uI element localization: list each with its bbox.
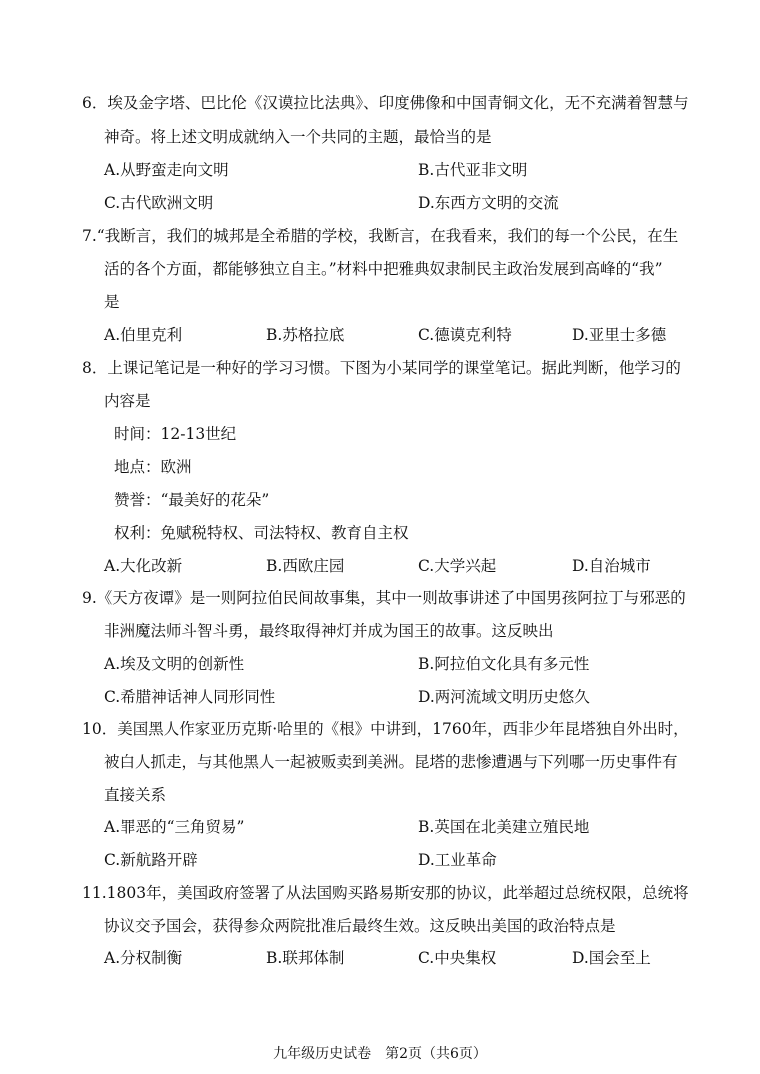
q10-line-2: 被白人抓走，与其他黑人一起被贩卖到美洲。昆塔的悲惨遭遇与下列哪一历史事件有 [104,753,678,771]
q9-option-d: D.两河流域文明历史悠久 [418,688,590,706]
q7-option-c: C.德谟克利特 [418,326,512,344]
q9-line-1: 9.《天方夜谭》是一则阿拉伯民间故事集，其中一则故事讲述了中国男孩阿拉丁与邪恶的 [82,589,686,607]
q11-line-1: 11.1803年，美国政府签署了从法国购买路易斯安那的协议，此举超过总统权限，总统将 [82,884,689,902]
q10-option-c: C.新航路开辟 [104,851,198,869]
q11-option-b: B.联邦体制 [266,949,345,967]
q8-line-2: 内容是 [104,392,151,410]
q7-option-d: D.亚里士多德 [572,326,667,344]
q8-note-time: 时间：12-13世纪 [114,425,237,443]
q10-option-b: B.英国在北美建立殖民地 [418,818,590,836]
q8-note-praise: 赞誉：“最美好的花朵” [114,491,270,509]
q8-line-1: 8．上课记笔记是一种好的学习习惯。下图为小某同学的课堂笔记。据此判断，他学习的 [82,359,681,377]
q6-option-b: B.古代亚非文明 [418,161,528,179]
q11-option-d: D.国会至上 [572,949,651,967]
page-footer: 九年级历史试卷 第2页（共6页） [273,1046,487,1062]
q11-option-c: C.中央集权 [418,949,497,967]
q7-option-b: B.苏格拉底 [266,326,345,344]
q9-option-c: C.希腊神话神人同形同性 [104,688,276,706]
q9-option-a: A.埃及文明的创新性 [104,655,245,673]
q10-option-a: A.罪恶的“三角贸易” [104,818,245,836]
q7-option-a: A.伯里克利 [104,326,183,344]
q8-note-rights: 权利：免赋税特权、司法特权、教育自主权 [114,524,409,542]
q6-option-d: D.东西方文明的交流 [418,194,559,212]
q6-option-a: A.从野蛮走向文明 [104,161,229,179]
q6-option-c: C.古代欧洲文明 [104,194,214,212]
q8-option-a: A.大化改新 [104,557,183,575]
q6-line-1: 6．埃及金字塔、巴比伦《汉谟拉比法典》、印度佛像和中国青铜文化，无不充满着智慧与 [82,94,689,112]
q9-line-2: 非洲魔法师斗智斗勇，最终取得神灯并成为国王的故事。这反映出 [104,622,554,640]
q11-option-a: A.分权制衡 [104,949,183,967]
q8-note-place: 地点：欧洲 [114,458,192,476]
q7-line-2: 活的各个方面，都能够独立自主。”材料中把雅典奴隶制民主政治发展到高峰的“我” [104,260,663,278]
q8-option-c: C.大学兴起 [418,557,497,575]
q10-option-d: D.工业革命 [418,851,497,869]
q6-line-2: 神奇。将上述文明成就纳入一个共同的主题，最恰当的是 [104,128,492,146]
q8-option-d: D.自治城市 [572,557,651,575]
q8-option-b: B.西欧庄园 [266,557,345,575]
q10-line-3: 直接关系 [104,786,167,804]
q7-line-3: 是 [104,293,120,311]
q9-option-b: B.阿拉伯文化具有多元性 [418,655,590,673]
q10-line-1: 10．美国黑人作家亚历克斯·哈里的《根》中讲到，1760年，西非少年昆塔独自外出时， [82,720,689,738]
q7-line-1: 7.“我断言，我们的城邦是全希腊的学校，我断言，在我看来，我们的每一个公民，在生 [82,227,679,245]
q11-line-2: 协议交予国会，获得参众两院批准后最终生效。这反映出美国的政治特点是 [104,917,616,935]
